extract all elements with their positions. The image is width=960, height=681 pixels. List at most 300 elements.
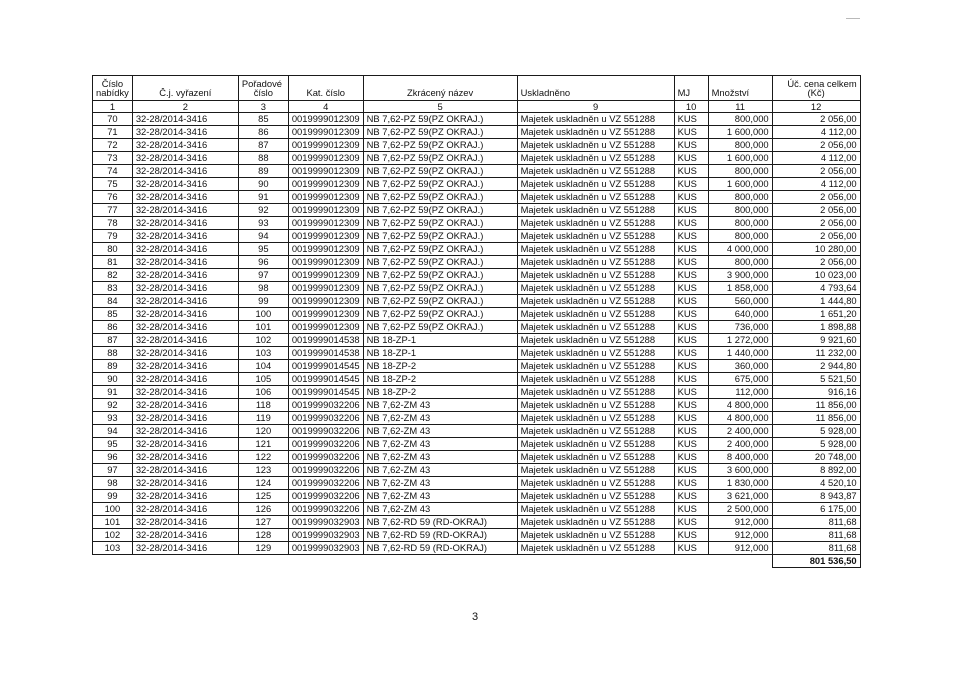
cell-mj: KUS bbox=[674, 191, 708, 204]
cell-kat-cislo: 0019999012309 bbox=[288, 256, 363, 269]
cell-uc-cena: 811,68 bbox=[772, 542, 860, 555]
cell-poradove-cislo: 98 bbox=[238, 282, 288, 295]
header-nazev-2: Zkrácený název bbox=[363, 88, 517, 101]
cell-uc-cena: 1 651,20 bbox=[772, 308, 860, 321]
cell-mnozstvi: 675,000 bbox=[708, 373, 772, 386]
cell-kat-cislo: 0019999032206 bbox=[288, 425, 363, 438]
cell-mj: KUS bbox=[674, 113, 708, 126]
cell-uskladneno: Majetek uskladněn u VZ 551288 bbox=[517, 217, 674, 230]
table-row bbox=[93, 529, 861, 542]
cell-cislo-nabidky: 89 bbox=[93, 360, 133, 373]
cell-cj-vyrazeni: 32-28/2014-3416 bbox=[132, 464, 238, 477]
total-spacer bbox=[93, 555, 773, 568]
cell-zkraceny-nazev: NB 7,62-RD 59 (RD-OKRAJ) bbox=[363, 529, 517, 542]
cell-cj-vyrazeni: 32-28/2014-3416 bbox=[132, 152, 238, 165]
cell-cj-vyrazeni: 32-28/2014-3416 bbox=[132, 282, 238, 295]
cell-cj-vyrazeni: 32-28/2014-3416 bbox=[132, 529, 238, 542]
cell-uskladneno: Majetek uskladněn u VZ 551288 bbox=[517, 373, 674, 386]
cell-cj-vyrazeni: 32-28/2014-3416 bbox=[132, 113, 238, 126]
cell-mnozstvi: 560,000 bbox=[708, 295, 772, 308]
cell-kat-cislo: 0019999014545 bbox=[288, 386, 363, 399]
cell-zkraceny-nazev: NB 7,62-PZ 59(PZ OKRAJ.) bbox=[363, 295, 517, 308]
cell-zkraceny-nazev: NB 7,62-PZ 59(PZ OKRAJ.) bbox=[363, 321, 517, 334]
cell-zkraceny-nazev: NB 7,62-PZ 59(PZ OKRAJ.) bbox=[363, 217, 517, 230]
cell-cislo-nabidky: 102 bbox=[93, 529, 133, 542]
cell-zkraceny-nazev: NB 7,62-ZM 43 bbox=[363, 399, 517, 412]
cell-uc-cena: 11 856,00 bbox=[772, 399, 860, 412]
cell-mnozstvi: 112,000 bbox=[708, 386, 772, 399]
table-row bbox=[93, 204, 861, 217]
cell-mnozstvi: 912,000 bbox=[708, 542, 772, 555]
cell-poradove-cislo: 126 bbox=[238, 503, 288, 516]
cell-cj-vyrazeni: 32-28/2014-3416 bbox=[132, 256, 238, 269]
cell-mj: KUS bbox=[674, 152, 708, 165]
cell-kat-cislo: 0019999012309 bbox=[288, 191, 363, 204]
header-cj-vyrazeni-1 bbox=[132, 76, 238, 89]
cell-cislo-nabidky: 73 bbox=[93, 152, 133, 165]
cell-uskladneno: Majetek uskladněn u VZ 551288 bbox=[517, 412, 674, 425]
header-kat-cislo-1 bbox=[288, 76, 363, 89]
cell-zkraceny-nazev: NB 7,62-PZ 59(PZ OKRAJ.) bbox=[363, 269, 517, 282]
cell-uc-cena: 2 056,00 bbox=[772, 191, 860, 204]
cell-mj: KUS bbox=[674, 269, 708, 282]
cell-cislo-nabidky: 84 bbox=[93, 295, 133, 308]
cell-cj-vyrazeni: 32-28/2014-3416 bbox=[132, 399, 238, 412]
cell-kat-cislo: 0019999012309 bbox=[288, 282, 363, 295]
cell-mnozstvi: 2 500,000 bbox=[708, 503, 772, 516]
cell-uc-cena: 10 280,00 bbox=[772, 243, 860, 256]
cell-cj-vyrazeni: 32-28/2014-3416 bbox=[132, 490, 238, 503]
cell-cislo-nabidky: 72 bbox=[93, 139, 133, 152]
cell-cislo-nabidky: 97 bbox=[93, 464, 133, 477]
cell-mnozstvi: 360,000 bbox=[708, 360, 772, 373]
header-nazev-1 bbox=[363, 76, 517, 89]
cell-kat-cislo: 0019999032206 bbox=[288, 412, 363, 425]
cell-poradove-cislo: 103 bbox=[238, 347, 288, 360]
cell-cj-vyrazeni: 32-28/2014-3416 bbox=[132, 217, 238, 230]
cell-zkraceny-nazev: NB 7,62-ZM 43 bbox=[363, 425, 517, 438]
header-mj-2: MJ bbox=[674, 88, 708, 101]
cell-cj-vyrazeni: 32-28/2014-3416 bbox=[132, 178, 238, 191]
cell-cislo-nabidky: 90 bbox=[93, 373, 133, 386]
cell-poradove-cislo: 102 bbox=[238, 334, 288, 347]
cell-cislo-nabidky: 75 bbox=[93, 178, 133, 191]
table-row bbox=[93, 360, 861, 373]
cell-cj-vyrazeni: 32-28/2014-3416 bbox=[132, 204, 238, 217]
cell-kat-cislo: 0019999032206 bbox=[288, 503, 363, 516]
cell-cislo-nabidky: 93 bbox=[93, 412, 133, 425]
cell-zkraceny-nazev: NB 7,62-PZ 59(PZ OKRAJ.) bbox=[363, 178, 517, 191]
cell-poradove-cislo: 97 bbox=[238, 269, 288, 282]
cell-uskladneno: Majetek uskladněn u VZ 551288 bbox=[517, 386, 674, 399]
cell-uskladneno: Majetek uskladněn u VZ 551288 bbox=[517, 178, 674, 191]
cell-uskladneno: Majetek uskladněn u VZ 551288 bbox=[517, 425, 674, 438]
cell-cj-vyrazeni: 32-28/2014-3416 bbox=[132, 334, 238, 347]
cell-kat-cislo: 0019999032206 bbox=[288, 451, 363, 464]
cell-mj: KUS bbox=[674, 529, 708, 542]
cell-mnozstvi: 640,000 bbox=[708, 308, 772, 321]
cell-uskladneno: Majetek uskladněn u VZ 551288 bbox=[517, 334, 674, 347]
table-row bbox=[93, 386, 861, 399]
cell-cislo-nabidky: 101 bbox=[93, 516, 133, 529]
cell-mnozstvi: 1 600,000 bbox=[708, 152, 772, 165]
cell-kat-cislo: 0019999012309 bbox=[288, 321, 363, 334]
cell-uc-cena: 11 856,00 bbox=[772, 412, 860, 425]
cell-cj-vyrazeni: 32-28/2014-3416 bbox=[132, 373, 238, 386]
cell-uskladneno: Majetek uskladněn u VZ 551288 bbox=[517, 438, 674, 451]
table-row bbox=[93, 334, 861, 347]
cell-cj-vyrazeni: 32-28/2014-3416 bbox=[132, 126, 238, 139]
cell-poradove-cislo: 88 bbox=[238, 152, 288, 165]
cell-poradove-cislo: 104 bbox=[238, 360, 288, 373]
column-number: 12 bbox=[772, 101, 860, 113]
cell-kat-cislo: 0019999032903 bbox=[288, 529, 363, 542]
cell-uskladneno: Majetek uskladněn u VZ 551288 bbox=[517, 282, 674, 295]
cell-uskladneno: Majetek uskladněn u VZ 551288 bbox=[517, 516, 674, 529]
header-cislo-nabidky-2: nabídky bbox=[93, 88, 133, 101]
cell-mj: KUS bbox=[674, 490, 708, 503]
cell-cislo-nabidky: 85 bbox=[93, 308, 133, 321]
cell-uc-cena: 916,16 bbox=[772, 386, 860, 399]
cell-cislo-nabidky: 79 bbox=[93, 230, 133, 243]
cell-kat-cislo: 0019999014545 bbox=[288, 373, 363, 386]
cell-poradove-cislo: 123 bbox=[238, 464, 288, 477]
cell-uskladneno: Majetek uskladněn u VZ 551288 bbox=[517, 464, 674, 477]
header-mj-1 bbox=[674, 76, 708, 89]
table-row bbox=[93, 321, 861, 334]
cell-uskladneno: Majetek uskladněn u VZ 551288 bbox=[517, 347, 674, 360]
cell-uc-cena: 2 056,00 bbox=[772, 139, 860, 152]
table-row bbox=[93, 399, 861, 412]
cell-cj-vyrazeni: 32-28/2014-3416 bbox=[132, 139, 238, 152]
cell-uc-cena: 2 056,00 bbox=[772, 204, 860, 217]
cell-mnozstvi: 800,000 bbox=[708, 139, 772, 152]
cell-cislo-nabidky: 76 bbox=[93, 191, 133, 204]
cell-zkraceny-nazev: NB 7,62-ZM 43 bbox=[363, 451, 517, 464]
table-row bbox=[93, 412, 861, 425]
header-uskladneno-2: Uskladněno bbox=[517, 88, 674, 101]
cell-uc-cena: 10 023,00 bbox=[772, 269, 860, 282]
cell-cj-vyrazeni: 32-28/2014-3416 bbox=[132, 165, 238, 178]
cell-kat-cislo: 0019999012309 bbox=[288, 230, 363, 243]
cell-uc-cena: 9 921,60 bbox=[772, 334, 860, 347]
inventory-table bbox=[92, 75, 861, 568]
cell-kat-cislo: 0019999012309 bbox=[288, 204, 363, 217]
cell-cj-vyrazeni: 32-28/2014-3416 bbox=[132, 386, 238, 399]
column-number: 9 bbox=[517, 101, 674, 113]
cell-cj-vyrazeni: 32-28/2014-3416 bbox=[132, 360, 238, 373]
cell-mj: KUS bbox=[674, 243, 708, 256]
cell-uc-cena: 8 943,87 bbox=[772, 490, 860, 503]
table-row bbox=[93, 191, 861, 204]
cell-uskladneno: Majetek uskladněn u VZ 551288 bbox=[517, 490, 674, 503]
table-row bbox=[93, 256, 861, 269]
cell-poradove-cislo: 92 bbox=[238, 204, 288, 217]
cell-poradove-cislo: 125 bbox=[238, 490, 288, 503]
column-number: 3 bbox=[238, 101, 288, 113]
cell-uc-cena: 2 056,00 bbox=[772, 113, 860, 126]
cell-poradove-cislo: 87 bbox=[238, 139, 288, 152]
header-cena-1: Úč. cena celkem bbox=[772, 76, 860, 89]
cell-cislo-nabidky: 82 bbox=[93, 269, 133, 282]
cell-uskladneno: Majetek uskladněn u VZ 551288 bbox=[517, 204, 674, 217]
table-row bbox=[93, 126, 861, 139]
header-mnozstvi-2: Množství bbox=[708, 88, 772, 101]
cell-kat-cislo: 0019999032206 bbox=[288, 464, 363, 477]
cell-mnozstvi: 800,000 bbox=[708, 230, 772, 243]
cell-poradove-cislo: 118 bbox=[238, 399, 288, 412]
cell-uc-cena: 4 793,64 bbox=[772, 282, 860, 295]
cell-mnozstvi: 736,000 bbox=[708, 321, 772, 334]
table-row bbox=[93, 490, 861, 503]
column-number: 10 bbox=[674, 101, 708, 113]
cell-zkraceny-nazev: NB 18-ZP-1 bbox=[363, 347, 517, 360]
cell-cislo-nabidky: 74 bbox=[93, 165, 133, 178]
cell-cislo-nabidky: 78 bbox=[93, 217, 133, 230]
table-row bbox=[93, 477, 861, 490]
cell-zkraceny-nazev: NB 7,62-PZ 59(PZ OKRAJ.) bbox=[363, 308, 517, 321]
cell-cj-vyrazeni: 32-28/2014-3416 bbox=[132, 191, 238, 204]
cell-uc-cena: 2 056,00 bbox=[772, 217, 860, 230]
cell-kat-cislo: 0019999012309 bbox=[288, 139, 363, 152]
cell-uc-cena: 5 928,00 bbox=[772, 425, 860, 438]
cell-kat-cislo: 0019999014538 bbox=[288, 334, 363, 347]
cell-mnozstvi: 800,000 bbox=[708, 217, 772, 230]
table-row bbox=[93, 308, 861, 321]
cell-uc-cena: 11 232,00 bbox=[772, 347, 860, 360]
cell-poradove-cislo: 128 bbox=[238, 529, 288, 542]
cell-cislo-nabidky: 70 bbox=[93, 113, 133, 126]
cell-mj: KUS bbox=[674, 230, 708, 243]
cell-zkraceny-nazev: NB 7,62-ZM 43 bbox=[363, 464, 517, 477]
cell-poradove-cislo: 106 bbox=[238, 386, 288, 399]
cell-cislo-nabidky: 83 bbox=[93, 282, 133, 295]
cell-uskladneno: Majetek uskladněn u VZ 551288 bbox=[517, 529, 674, 542]
cell-kat-cislo: 0019999032206 bbox=[288, 490, 363, 503]
cell-kat-cislo: 0019999012309 bbox=[288, 269, 363, 282]
table-row bbox=[93, 295, 861, 308]
cell-mj: KUS bbox=[674, 451, 708, 464]
cell-poradove-cislo: 100 bbox=[238, 308, 288, 321]
cell-uc-cena: 811,68 bbox=[772, 516, 860, 529]
table-row bbox=[93, 230, 861, 243]
cell-kat-cislo: 0019999012309 bbox=[288, 308, 363, 321]
cell-cj-vyrazeni: 32-28/2014-3416 bbox=[132, 347, 238, 360]
cell-uc-cena: 4 112,00 bbox=[772, 178, 860, 191]
total-value: 801 536,50 bbox=[772, 555, 860, 568]
cell-poradove-cislo: 122 bbox=[238, 451, 288, 464]
cell-kat-cislo: 0019999012309 bbox=[288, 295, 363, 308]
table-row bbox=[93, 503, 861, 516]
cell-kat-cislo: 0019999014545 bbox=[288, 360, 363, 373]
table-row bbox=[93, 516, 861, 529]
cell-zkraceny-nazev: NB 7,62-PZ 59(PZ OKRAJ.) bbox=[363, 113, 517, 126]
cell-kat-cislo: 0019999012309 bbox=[288, 113, 363, 126]
cell-uskladneno: Majetek uskladněn u VZ 551288 bbox=[517, 256, 674, 269]
cell-cislo-nabidky: 95 bbox=[93, 438, 133, 451]
cell-kat-cislo: 0019999012309 bbox=[288, 165, 363, 178]
cell-zkraceny-nazev: NB 18-ZP-2 bbox=[363, 373, 517, 386]
cell-uc-cena: 2 056,00 bbox=[772, 165, 860, 178]
cell-uskladneno: Majetek uskladněn u VZ 551288 bbox=[517, 152, 674, 165]
cell-kat-cislo: 0019999012309 bbox=[288, 152, 363, 165]
cell-mj: KUS bbox=[674, 386, 708, 399]
cell-cj-vyrazeni: 32-28/2014-3416 bbox=[132, 308, 238, 321]
cell-zkraceny-nazev: NB 7,62-PZ 59(PZ OKRAJ.) bbox=[363, 256, 517, 269]
total-row bbox=[93, 555, 861, 568]
cell-poradove-cislo: 95 bbox=[238, 243, 288, 256]
cell-mj: KUS bbox=[674, 347, 708, 360]
cell-zkraceny-nazev: NB 7,62-PZ 59(PZ OKRAJ.) bbox=[363, 230, 517, 243]
cell-uc-cena: 6 175,00 bbox=[772, 503, 860, 516]
cell-mj: KUS bbox=[674, 438, 708, 451]
cell-mnozstvi: 1 858,000 bbox=[708, 282, 772, 295]
column-number: 5 bbox=[363, 101, 517, 113]
cell-mnozstvi: 1 440,000 bbox=[708, 347, 772, 360]
cell-cj-vyrazeni: 32-28/2014-3416 bbox=[132, 412, 238, 425]
cell-uskladneno: Majetek uskladněn u VZ 551288 bbox=[517, 269, 674, 282]
cell-mnozstvi: 1 272,000 bbox=[708, 334, 772, 347]
cell-mnozstvi: 800,000 bbox=[708, 165, 772, 178]
cell-mj: KUS bbox=[674, 334, 708, 347]
cell-mnozstvi: 4 000,000 bbox=[708, 243, 772, 256]
cell-poradove-cislo: 120 bbox=[238, 425, 288, 438]
cell-zkraceny-nazev: NB 7,62-RD 59 (RD-OKRAJ) bbox=[363, 516, 517, 529]
header-poradove-2: číslo bbox=[238, 88, 288, 101]
cell-zkraceny-nazev: NB 7,62-PZ 59(PZ OKRAJ.) bbox=[363, 282, 517, 295]
cell-mj: KUS bbox=[674, 360, 708, 373]
cell-uc-cena: 20 748,00 bbox=[772, 451, 860, 464]
cell-zkraceny-nazev: NB 7,62-ZM 43 bbox=[363, 438, 517, 451]
cell-poradove-cislo: 90 bbox=[238, 178, 288, 191]
cell-kat-cislo: 0019999032903 bbox=[288, 516, 363, 529]
cell-uskladneno: Majetek uskladněn u VZ 551288 bbox=[517, 321, 674, 334]
cell-poradove-cislo: 99 bbox=[238, 295, 288, 308]
cell-uc-cena: 811,68 bbox=[772, 529, 860, 542]
cell-zkraceny-nazev: NB 7,62-ZM 43 bbox=[363, 412, 517, 425]
cell-mj: KUS bbox=[674, 178, 708, 191]
cell-cj-vyrazeni: 32-28/2014-3416 bbox=[132, 477, 238, 490]
column-number: 4 bbox=[288, 101, 363, 113]
cell-cislo-nabidky: 91 bbox=[93, 386, 133, 399]
cell-mj: KUS bbox=[674, 139, 708, 152]
header-row-bottom bbox=[93, 88, 861, 101]
cell-cislo-nabidky: 87 bbox=[93, 334, 133, 347]
table-row bbox=[93, 425, 861, 438]
cell-uc-cena: 8 892,00 bbox=[772, 464, 860, 477]
cell-cislo-nabidky: 88 bbox=[93, 347, 133, 360]
cell-mnozstvi: 800,000 bbox=[708, 256, 772, 269]
cell-mnozstvi: 912,000 bbox=[708, 516, 772, 529]
cell-mj: KUS bbox=[674, 126, 708, 139]
header-poradove-1: Pořadové bbox=[238, 76, 288, 89]
cell-poradove-cislo: 89 bbox=[238, 165, 288, 178]
cell-cislo-nabidky: 80 bbox=[93, 243, 133, 256]
cell-mj: KUS bbox=[674, 542, 708, 555]
table-row bbox=[93, 451, 861, 464]
cell-zkraceny-nazev: NB 18-ZP-2 bbox=[363, 386, 517, 399]
column-number: 1 bbox=[93, 101, 133, 113]
cell-zkraceny-nazev: NB 7,62-PZ 59(PZ OKRAJ.) bbox=[363, 126, 517, 139]
table-row bbox=[93, 165, 861, 178]
cell-kat-cislo: 0019999032206 bbox=[288, 477, 363, 490]
cell-uc-cena: 2 944,80 bbox=[772, 360, 860, 373]
cell-cislo-nabidky: 100 bbox=[93, 503, 133, 516]
cell-uskladneno: Majetek uskladněn u VZ 551288 bbox=[517, 230, 674, 243]
scan-mark bbox=[846, 18, 860, 19]
table-row bbox=[93, 139, 861, 152]
header-mnozstvi-1 bbox=[708, 76, 772, 89]
cell-cj-vyrazeni: 32-28/2014-3416 bbox=[132, 230, 238, 243]
cell-uskladneno: Majetek uskladněn u VZ 551288 bbox=[517, 399, 674, 412]
table-row bbox=[93, 464, 861, 477]
cell-uc-cena: 5 521,50 bbox=[772, 373, 860, 386]
cell-poradove-cislo: 86 bbox=[238, 126, 288, 139]
cell-mj: KUS bbox=[674, 308, 708, 321]
cell-uc-cena: 2 056,00 bbox=[772, 256, 860, 269]
column-number: 2 bbox=[132, 101, 238, 113]
cell-kat-cislo: 0019999032903 bbox=[288, 542, 363, 555]
cell-zkraceny-nazev: NB 7,62-RD 59 (RD-OKRAJ) bbox=[363, 542, 517, 555]
cell-uc-cena: 2 056,00 bbox=[772, 230, 860, 243]
cell-cj-vyrazeni: 32-28/2014-3416 bbox=[132, 243, 238, 256]
cell-mj: KUS bbox=[674, 204, 708, 217]
cell-uskladneno: Majetek uskladněn u VZ 551288 bbox=[517, 477, 674, 490]
table-row bbox=[93, 347, 861, 360]
table-row bbox=[93, 217, 861, 230]
cell-cislo-nabidky: 77 bbox=[93, 204, 133, 217]
cell-poradove-cislo: 121 bbox=[238, 438, 288, 451]
cell-zkraceny-nazev: NB 7,62-PZ 59(PZ OKRAJ.) bbox=[363, 243, 517, 256]
cell-mj: KUS bbox=[674, 464, 708, 477]
cell-mj: KUS bbox=[674, 516, 708, 529]
cell-uc-cena: 1 444,80 bbox=[772, 295, 860, 308]
cell-cj-vyrazeni: 32-28/2014-3416 bbox=[132, 542, 238, 555]
cell-cislo-nabidky: 94 bbox=[93, 425, 133, 438]
table-row bbox=[93, 113, 861, 126]
cell-uskladneno: Majetek uskladněn u VZ 551288 bbox=[517, 503, 674, 516]
cell-zkraceny-nazev: NB 7,62-PZ 59(PZ OKRAJ.) bbox=[363, 139, 517, 152]
table-row bbox=[93, 243, 861, 256]
cell-mj: KUS bbox=[674, 217, 708, 230]
cell-kat-cislo: 0019999012309 bbox=[288, 178, 363, 191]
cell-mj: KUS bbox=[674, 503, 708, 516]
cell-poradove-cislo: 85 bbox=[238, 113, 288, 126]
cell-mnozstvi: 3 621,000 bbox=[708, 490, 772, 503]
cell-mnozstvi: 4 800,000 bbox=[708, 399, 772, 412]
cell-mnozstvi: 2 400,000 bbox=[708, 438, 772, 451]
cell-uskladneno: Majetek uskladněn u VZ 551288 bbox=[517, 191, 674, 204]
cell-zkraceny-nazev: NB 7,62-PZ 59(PZ OKRAJ.) bbox=[363, 191, 517, 204]
cell-mj: KUS bbox=[674, 373, 708, 386]
cell-cj-vyrazeni: 32-28/2014-3416 bbox=[132, 503, 238, 516]
table-row bbox=[93, 269, 861, 282]
cell-poradove-cislo: 101 bbox=[238, 321, 288, 334]
cell-poradove-cislo: 93 bbox=[238, 217, 288, 230]
cell-uskladneno: Majetek uskladněn u VZ 551288 bbox=[517, 126, 674, 139]
cell-poradove-cislo: 96 bbox=[238, 256, 288, 269]
header-uskladneno-1 bbox=[517, 76, 674, 89]
cell-cislo-nabidky: 81 bbox=[93, 256, 133, 269]
cell-cj-vyrazeni: 32-28/2014-3416 bbox=[132, 269, 238, 282]
cell-mnozstvi: 1 600,000 bbox=[708, 126, 772, 139]
cell-mnozstvi: 2 400,000 bbox=[708, 425, 772, 438]
cell-mnozstvi: 800,000 bbox=[708, 191, 772, 204]
cell-uskladneno: Majetek uskladněn u VZ 551288 bbox=[517, 542, 674, 555]
cell-kat-cislo: 0019999032206 bbox=[288, 438, 363, 451]
cell-mj: KUS bbox=[674, 256, 708, 269]
cell-cislo-nabidky: 98 bbox=[93, 477, 133, 490]
